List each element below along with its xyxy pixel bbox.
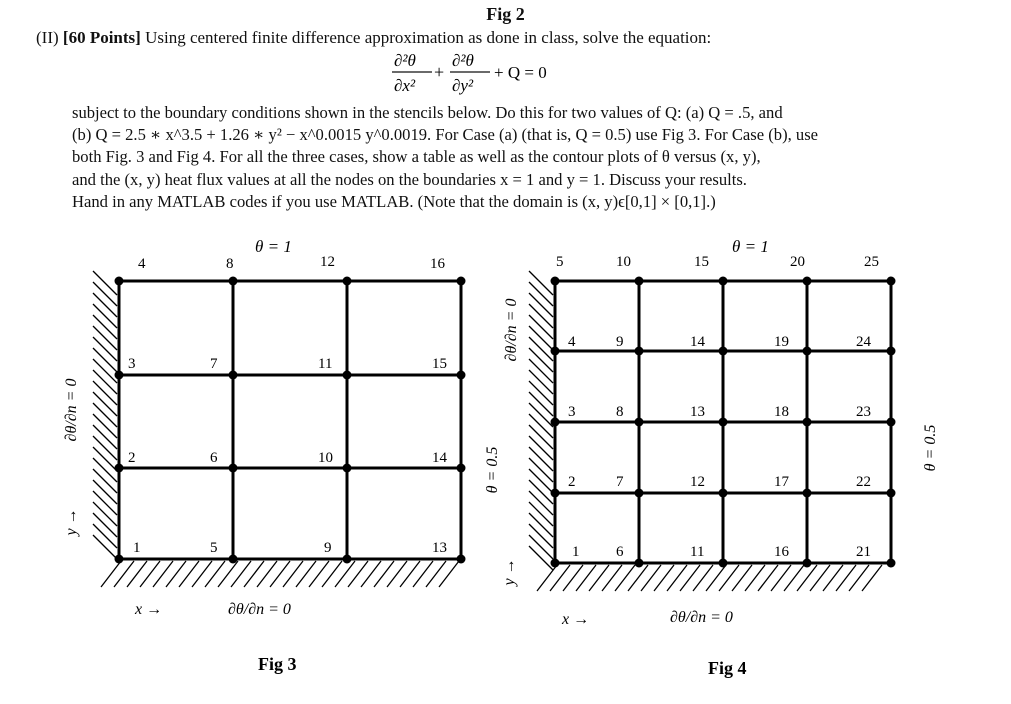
fig3-hatch-stroke bbox=[114, 561, 134, 587]
fig4-node bbox=[635, 347, 644, 356]
fig3-node-label: 9 bbox=[324, 540, 332, 556]
problem-points: [60 Points] bbox=[62, 28, 141, 47]
fig3-hatch-stroke bbox=[348, 561, 368, 587]
governing-equation bbox=[380, 48, 640, 100]
fig3-hatch-stroke bbox=[309, 561, 329, 587]
fig4-hatch-stroke bbox=[529, 425, 553, 449]
fig3-node-label: 7 bbox=[210, 356, 218, 372]
fig4-node bbox=[719, 418, 728, 427]
eq-tail: + Q = 0 bbox=[494, 63, 547, 82]
fig3-hatch-stroke bbox=[93, 535, 117, 559]
fig3-node bbox=[457, 464, 466, 473]
fig3-nodes bbox=[115, 277, 466, 564]
fig3-node-label: 11 bbox=[318, 356, 333, 372]
fig3-hatch-stroke bbox=[218, 561, 238, 587]
paragraph-line: Hand in any MATLAB codes if you use MATLAB. (Note that the domain is (x, y)ϵ[0,1] × [0,1].) bbox=[72, 191, 716, 211]
fig4-node bbox=[803, 277, 812, 286]
fig3-node bbox=[343, 555, 352, 564]
fig3-hatch-stroke bbox=[93, 326, 117, 350]
figure-heading: Fig 2 bbox=[486, 4, 525, 24]
fig4-node-label: 3 bbox=[568, 404, 576, 420]
fig4-node bbox=[551, 277, 560, 286]
fig3-node-label: 8 bbox=[226, 256, 234, 272]
fig4-hatch-stroke bbox=[797, 565, 817, 591]
fig3-hatch-stroke bbox=[93, 370, 117, 394]
fig4-left-wall-hatch bbox=[529, 271, 553, 570]
fig4-hatch-stroke bbox=[529, 447, 553, 471]
fig4-hatch-stroke bbox=[529, 348, 553, 372]
fig3-hatch-stroke bbox=[93, 392, 117, 416]
fig4-node-label: 24 bbox=[856, 334, 871, 350]
fig3-left-bc: ∂θ/∂n = 0 bbox=[63, 378, 80, 442]
fig4-y-arrow: y → bbox=[501, 558, 518, 586]
fig3-hatch-stroke bbox=[283, 561, 303, 587]
fig3-hatch-stroke bbox=[101, 561, 121, 587]
fig4-node bbox=[635, 418, 644, 427]
fig4-hatch-stroke bbox=[771, 565, 791, 591]
fig4-hatch-stroke bbox=[654, 565, 674, 591]
fig3-hatch-stroke bbox=[93, 282, 117, 306]
fig4-node-label: 17 bbox=[774, 474, 789, 490]
fig4-hatch-stroke bbox=[628, 565, 648, 591]
fig3-hatch-stroke bbox=[93, 315, 117, 339]
fig3-node-label: 15 bbox=[432, 356, 447, 372]
fig4-bottom-bc: ∂θ/∂n = 0 bbox=[670, 609, 733, 626]
fig3-hatch-stroke bbox=[179, 561, 199, 587]
fig4-node-label: 4 bbox=[568, 334, 576, 350]
fig4-hatch-stroke bbox=[693, 565, 713, 591]
stencil-figures bbox=[0, 230, 1011, 704]
fig4-node bbox=[551, 559, 560, 568]
fig3-hatch-stroke bbox=[93, 436, 117, 460]
fig4-node-label: 7 bbox=[616, 474, 624, 490]
fig3-hatch-stroke bbox=[93, 447, 117, 471]
fig4-hatch-stroke bbox=[810, 565, 830, 591]
fig4-hatch-stroke bbox=[529, 403, 553, 427]
fig3-hatch-stroke bbox=[231, 561, 251, 587]
fig3-caption: Fig 3 bbox=[258, 654, 297, 674]
fig3-hatch-stroke bbox=[270, 561, 290, 587]
fig3-hatch-stroke bbox=[166, 561, 186, 587]
fig3-hatch-stroke bbox=[426, 561, 446, 587]
fig4-x-arrow: x → bbox=[562, 611, 590, 628]
fig3-hatch-stroke bbox=[93, 304, 117, 328]
fig4-hatch-stroke bbox=[529, 392, 553, 416]
fig3-hatch-stroke bbox=[93, 480, 117, 504]
fig4-node-label: 25 bbox=[864, 254, 879, 270]
fig3-node bbox=[457, 371, 466, 380]
fig3-x-arrow: x → bbox=[135, 601, 163, 618]
fig3-hatch-stroke bbox=[93, 359, 117, 383]
fig3-node-label: 4 bbox=[138, 256, 146, 272]
fig3-hatch-stroke bbox=[439, 561, 459, 587]
fig3-node-label: 14 bbox=[432, 450, 447, 466]
fig4-hatch-stroke bbox=[529, 293, 553, 317]
fig4-hatch-stroke bbox=[529, 502, 553, 526]
fig4-node bbox=[887, 418, 896, 427]
fig3-hatch-stroke bbox=[93, 348, 117, 372]
fig4-node-label: 5 bbox=[556, 254, 564, 270]
fig4-node bbox=[887, 559, 896, 568]
fig3-hatch-stroke bbox=[93, 458, 117, 482]
fig3-hatch-stroke bbox=[387, 561, 407, 587]
fig4-node-label: 19 bbox=[774, 334, 789, 350]
fig4-hatch-stroke bbox=[529, 535, 553, 559]
fig4-node-label: 1 bbox=[572, 544, 580, 560]
fig4-hatch-stroke bbox=[732, 565, 752, 591]
fig4-node-label: 12 bbox=[690, 474, 705, 490]
fig4-hatch-stroke bbox=[563, 565, 583, 591]
fig3-hatch-stroke bbox=[93, 524, 117, 548]
fig3-top-bc: θ = 1 bbox=[255, 237, 292, 256]
fig4-hatch-stroke bbox=[529, 271, 553, 295]
paragraph-line: (b) Q = 2.5 ∗ x^3.5 + 1.26 ∗ y² − x^0.0015 y^0.0019. For Case (a) (that is, Q = 0.5) use Fig 3. For Case (b), use bbox=[72, 125, 819, 145]
fig4-node-label: 13 bbox=[690, 404, 705, 420]
fig3-hatch-stroke bbox=[93, 381, 117, 405]
fig4-hatch-stroke bbox=[529, 326, 553, 350]
fig3-hatch-stroke bbox=[205, 561, 225, 587]
paragraph-line: and the (x, y) heat flux values at all the nodes on the boundaries x = 1 and y = 1. Discuss your results. bbox=[72, 169, 747, 189]
fig4-node-label: 14 bbox=[690, 334, 705, 350]
fig4-node bbox=[635, 277, 644, 286]
fig3-hatch-stroke bbox=[322, 561, 342, 587]
fig3-node bbox=[229, 371, 238, 380]
fig4-node bbox=[635, 559, 644, 568]
eq-den1: ∂x² bbox=[394, 76, 416, 95]
fig3-node bbox=[229, 555, 238, 564]
fig4-node bbox=[887, 277, 896, 286]
eq-num2: ∂²θ bbox=[452, 51, 474, 70]
fig4-node-label: 21 bbox=[856, 544, 871, 560]
fig3-hatch-stroke bbox=[413, 561, 433, 587]
fig4-right-bc: θ = 0.5 bbox=[922, 424, 939, 472]
fig4-hatch-stroke bbox=[529, 315, 553, 339]
fig4-node bbox=[719, 347, 728, 356]
fig4-hatch-stroke bbox=[823, 565, 843, 591]
fig4-node-label: 10 bbox=[616, 254, 631, 270]
fig3-grid bbox=[119, 281, 461, 559]
fig3-hatch-stroke bbox=[153, 561, 173, 587]
fig3-node bbox=[343, 371, 352, 380]
fig4-hatch-stroke bbox=[529, 524, 553, 548]
fig4-left-top-bc: ∂θ/∂n = 0 bbox=[503, 298, 520, 362]
fig3-node bbox=[115, 277, 124, 286]
fig3-hatch-stroke bbox=[93, 414, 117, 438]
fig3-bottom-bc: ∂θ/∂n = 0 bbox=[228, 601, 291, 618]
fig4-hatch-stroke bbox=[529, 458, 553, 482]
fig4-node bbox=[803, 418, 812, 427]
fig4-node bbox=[719, 559, 728, 568]
fig4-hatch-stroke bbox=[602, 565, 622, 591]
fig3-node bbox=[343, 464, 352, 473]
fig3-node-label: 13 bbox=[432, 540, 447, 556]
fig3-node-label: 5 bbox=[210, 540, 218, 556]
fig3-hatch-stroke bbox=[93, 491, 117, 515]
fig4-node-label: 22 bbox=[856, 474, 871, 490]
fig4-hatch-stroke bbox=[529, 436, 553, 460]
fig4-hatch-stroke bbox=[784, 565, 804, 591]
fig4-hatch-stroke bbox=[529, 381, 553, 405]
fig4-node-label: 2 bbox=[568, 474, 576, 490]
fig4-hatch-stroke bbox=[836, 565, 856, 591]
fig3-hatch-stroke bbox=[192, 561, 212, 587]
fig3-hatch-stroke bbox=[93, 293, 117, 317]
problem-intro-text: Using centered finite difference approximation as done in class, solve the equation: bbox=[145, 28, 712, 47]
fig4-hatch-stroke bbox=[537, 565, 557, 591]
fig4-node bbox=[551, 489, 560, 498]
fig3-node bbox=[457, 277, 466, 286]
fig4-hatch-stroke bbox=[862, 565, 882, 591]
fig3-node-label: 10 bbox=[318, 450, 333, 466]
fig4-caption: Fig 4 bbox=[708, 658, 747, 678]
fig3-node bbox=[115, 555, 124, 564]
fig4-node-label: 18 bbox=[774, 404, 789, 420]
fig4-node bbox=[887, 347, 896, 356]
fig4-node-label: 15 bbox=[694, 254, 709, 270]
fig3-hatch-stroke bbox=[93, 469, 117, 493]
fig4-hatch-stroke bbox=[667, 565, 687, 591]
fig4-hatch-stroke bbox=[529, 304, 553, 328]
fig4-hatch-stroke bbox=[529, 480, 553, 504]
fig4-hatch-stroke bbox=[615, 565, 635, 591]
fig4-hatch-stroke bbox=[745, 565, 765, 591]
fig4-node-label: 8 bbox=[616, 404, 624, 420]
fig3-stencil bbox=[63, 237, 466, 674]
fig3-hatch-stroke bbox=[93, 502, 117, 526]
fig3-hatch-stroke bbox=[244, 561, 264, 587]
eq-num1: ∂²θ bbox=[394, 51, 416, 70]
fig4-hatch-stroke bbox=[529, 359, 553, 383]
fig4-node-label: 6 bbox=[616, 544, 624, 560]
fig4-node bbox=[803, 559, 812, 568]
fig4-hatch-stroke bbox=[550, 565, 570, 591]
fig4-hatch-stroke bbox=[641, 565, 661, 591]
fig4-top-bc: θ = 1 bbox=[732, 237, 769, 256]
fig3-node-label: 1 bbox=[133, 540, 141, 556]
fig3-node bbox=[115, 371, 124, 380]
fig3-node-label: 12 bbox=[320, 254, 335, 270]
fig3-node bbox=[229, 277, 238, 286]
fig4-hatch-stroke bbox=[758, 565, 778, 591]
fig4-hatch-stroke bbox=[576, 565, 596, 591]
fig3-node-label: 16 bbox=[430, 256, 445, 272]
fig4-bottom-wall-hatch bbox=[537, 565, 882, 591]
fig4-node-label: 23 bbox=[856, 404, 871, 420]
problem-intro bbox=[36, 28, 711, 48]
fig4-hatch-stroke bbox=[529, 491, 553, 515]
fig4-hatch-stroke bbox=[706, 565, 726, 591]
fig3-node bbox=[457, 555, 466, 564]
fig4-hatch-stroke bbox=[529, 469, 553, 493]
fig4-stencil bbox=[484, 237, 939, 678]
fig4-hatch-stroke bbox=[680, 565, 700, 591]
fig4-node bbox=[551, 418, 560, 427]
fig4-node-label: 11 bbox=[690, 544, 705, 560]
fig4-node bbox=[551, 347, 560, 356]
fig4-node-label: 9 bbox=[616, 334, 624, 350]
fig3-hatch-stroke bbox=[140, 561, 160, 587]
eq-plus: + bbox=[434, 62, 445, 82]
fig4-node-label: 16 bbox=[774, 544, 789, 560]
fig3-node-label: 6 bbox=[210, 450, 218, 466]
fig3-node bbox=[229, 464, 238, 473]
fig3-hatch-stroke bbox=[335, 561, 355, 587]
fig4-hatch-stroke bbox=[529, 337, 553, 361]
fig3-node bbox=[343, 277, 352, 286]
fig3-hatch-stroke bbox=[93, 403, 117, 427]
fig4-hatch-stroke bbox=[529, 414, 553, 438]
fig4-hatch-stroke bbox=[849, 565, 869, 591]
fig4-node bbox=[803, 347, 812, 356]
fig4-node bbox=[719, 277, 728, 286]
fig3-node-label: 3 bbox=[128, 356, 136, 372]
fig4-hatch-stroke bbox=[529, 282, 553, 306]
fig4-node bbox=[719, 489, 728, 498]
fig4-node bbox=[803, 489, 812, 498]
fig3-hatch-stroke bbox=[296, 561, 316, 587]
fig3-hatch-stroke bbox=[93, 271, 117, 295]
fig4-node bbox=[635, 489, 644, 498]
fig4-node-label: 20 bbox=[790, 254, 805, 270]
fig3-node bbox=[115, 464, 124, 473]
fig3-hatch-stroke bbox=[400, 561, 420, 587]
fig4-hatch-stroke bbox=[529, 546, 553, 570]
fig3-y-arrow: y → bbox=[63, 508, 80, 536]
fig4-hatch-stroke bbox=[529, 370, 553, 394]
paragraph-line: subject to the boundary conditions shown in the stencils below. Do this for two values of Q: (a) Q = .5, and bbox=[72, 103, 783, 122]
fig3-node-label: 2 bbox=[128, 450, 136, 466]
fig3-left-wall-hatch bbox=[93, 271, 117, 559]
fig3-hatch-stroke bbox=[93, 425, 117, 449]
fig4-left-bc: θ = 0.5 bbox=[484, 446, 501, 494]
fig3-hatch-stroke bbox=[127, 561, 147, 587]
paragraph-line: both Fig. 3 and Fig 4. For all the three cases, show a table as well as the contour plots of θ versus (x, y), bbox=[72, 147, 761, 167]
fig3-hatch-stroke bbox=[361, 561, 381, 587]
fig4-hatch-stroke bbox=[589, 565, 609, 591]
problem-label: (II) bbox=[36, 28, 59, 47]
fig4-node bbox=[887, 489, 896, 498]
fig4-hatch-stroke bbox=[529, 513, 553, 537]
fig3-bottom-wall-hatch bbox=[101, 561, 459, 587]
fig4-hatch-stroke bbox=[719, 565, 739, 591]
eq-den2: ∂y² bbox=[452, 76, 474, 95]
fig3-hatch-stroke bbox=[257, 561, 277, 587]
fig3-hatch-stroke bbox=[93, 337, 117, 361]
problem-paragraph bbox=[72, 102, 972, 213]
fig3-hatch-stroke bbox=[93, 513, 117, 537]
fig3-hatch-stroke bbox=[374, 561, 394, 587]
